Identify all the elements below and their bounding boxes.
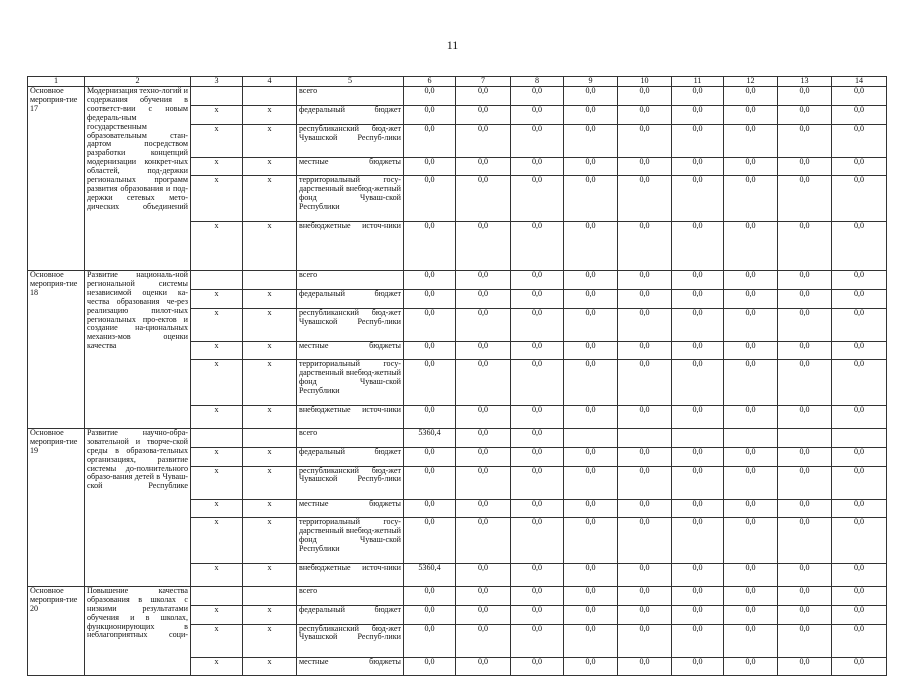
value-cell: 0,0 [778, 624, 832, 657]
value-cell: 0,0 [456, 563, 511, 586]
value-cell: 0,0 [724, 124, 778, 157]
funding-source: республиканский бюд-жет Чувашской Респуб-лики [297, 466, 404, 499]
value-cell: 0,0 [778, 586, 832, 605]
col3-cell: х [191, 518, 243, 564]
value-cell: 0,0 [832, 124, 887, 157]
value-cell: 0,0 [618, 124, 672, 157]
value-cell: 0,0 [778, 157, 832, 176]
value-cell: 0,0 [672, 360, 724, 406]
value-cell: 0,0 [724, 624, 778, 657]
value-cell: 0,0 [832, 289, 887, 308]
activity-description: Модернизация техно-логий и содержания обучения в соответст-вии с новым федераль-ным государственным образовательным стан-дартом посредством разработки концепций модернизации конкрет-ных областей, под-держки региональных программ развития образования и под-держки сетевых мето-дических объединений [85, 87, 191, 271]
col4-cell: х [243, 157, 297, 176]
col4-cell: х [243, 563, 297, 586]
value-cell: 0,0 [724, 466, 778, 499]
value-cell: 0,0 [832, 105, 887, 124]
activity-description: Развитие националь-ной региональной системы независимой оценки ка-чества образования че-рез реализацию пилот-ных региональных про-ектов и создание на-циональных механиз-мов оценки качества [85, 270, 191, 428]
value-cell: 0,0 [456, 405, 511, 428]
value-cell: 0,0 [511, 428, 564, 447]
value-cell: 0,0 [511, 87, 564, 106]
value-cell: 0,0 [778, 341, 832, 360]
col4-cell: х [243, 360, 297, 406]
value-cell: 0,0 [564, 341, 618, 360]
value-cell: 0,0 [618, 447, 672, 466]
col3-cell: х [191, 605, 243, 624]
value-cell: 0,0 [618, 605, 672, 624]
column-header: 6 [404, 77, 456, 87]
value-cell: 0,0 [456, 466, 511, 499]
value-cell: 0,0 [832, 157, 887, 176]
value-cell: 0,0 [404, 221, 456, 270]
value-cell: 0,0 [564, 270, 618, 289]
value-cell: 0,0 [511, 124, 564, 157]
value-cell: 0,0 [404, 308, 456, 341]
value-cell: 0,0 [456, 428, 511, 447]
value-cell: 0,0 [672, 499, 724, 518]
value-cell: 0,0 [672, 270, 724, 289]
col3-cell [191, 586, 243, 605]
column-header: 7 [456, 77, 511, 87]
value-cell [724, 428, 778, 447]
value-cell: 0,0 [456, 586, 511, 605]
column-header: 14 [832, 77, 887, 87]
col4-cell: х [243, 341, 297, 360]
value-cell: 0,0 [672, 405, 724, 428]
value-cell: 0,0 [778, 176, 832, 222]
funding-table [27, 76, 887, 676]
value-cell: 0,0 [724, 270, 778, 289]
value-cell: 0,0 [511, 341, 564, 360]
value-cell: 0,0 [672, 586, 724, 605]
funding-source: внебюджетные источ-ники [297, 221, 404, 270]
value-cell: 0,0 [404, 586, 456, 605]
value-cell: 0,0 [404, 289, 456, 308]
value-cell: 0,0 [404, 105, 456, 124]
value-cell: 0,0 [456, 176, 511, 222]
value-cell [564, 428, 618, 447]
value-cell: 0,0 [511, 563, 564, 586]
value-cell: 0,0 [456, 624, 511, 657]
col3-cell: х [191, 341, 243, 360]
column-header: 13 [778, 77, 832, 87]
col3-cell [191, 428, 243, 447]
value-cell: 0,0 [778, 563, 832, 586]
value-cell [672, 428, 724, 447]
value-cell: 0,0 [564, 176, 618, 222]
value-cell: 0,0 [404, 605, 456, 624]
col3-cell: х [191, 360, 243, 406]
value-cell: 0,0 [618, 87, 672, 106]
value-cell: 0,0 [564, 447, 618, 466]
column-header: 2 [85, 77, 191, 87]
col3-cell: х [191, 499, 243, 518]
value-cell: 0,0 [511, 518, 564, 564]
value-cell: 0,0 [618, 518, 672, 564]
col3-cell: х [191, 157, 243, 176]
value-cell: 0,0 [724, 518, 778, 564]
value-cell: 0,0 [672, 657, 724, 676]
value-cell: 0,0 [778, 270, 832, 289]
value-cell: 0,0 [618, 499, 672, 518]
column-header: 11 [672, 77, 724, 87]
value-cell: 0,0 [618, 657, 672, 676]
value-cell: 0,0 [618, 360, 672, 406]
value-cell: 0,0 [778, 466, 832, 499]
value-cell: 0,0 [511, 447, 564, 466]
col3-cell: х [191, 624, 243, 657]
value-cell: 0,0 [564, 308, 618, 341]
value-cell: 0,0 [672, 176, 724, 222]
value-cell: 0,0 [832, 308, 887, 341]
value-cell: 0,0 [832, 518, 887, 564]
value-cell: 0,0 [511, 605, 564, 624]
col3-cell [191, 87, 243, 106]
value-cell: 0,0 [404, 624, 456, 657]
value-cell: 0,0 [832, 447, 887, 466]
value-cell: 0,0 [618, 563, 672, 586]
funding-source: всего [297, 586, 404, 605]
value-cell: 0,0 [618, 157, 672, 176]
header-row [28, 77, 887, 87]
value-cell: 0,0 [618, 405, 672, 428]
value-cell: 5360,4 [404, 563, 456, 586]
col4-cell: х [243, 447, 297, 466]
table-row [28, 586, 887, 605]
col4-cell: х [243, 105, 297, 124]
col3-cell: х [191, 221, 243, 270]
col3-cell [191, 270, 243, 289]
value-cell: 0,0 [456, 87, 511, 106]
value-cell: 0,0 [778, 447, 832, 466]
value-cell: 0,0 [832, 87, 887, 106]
value-cell: 0,0 [618, 466, 672, 499]
value-cell: 0,0 [511, 221, 564, 270]
value-cell: 0,0 [564, 360, 618, 406]
value-cell: 0,0 [832, 466, 887, 499]
value-cell: 0,0 [672, 157, 724, 176]
value-cell: 0,0 [404, 124, 456, 157]
value-cell: 0,0 [564, 157, 618, 176]
value-cell: 0,0 [404, 176, 456, 222]
value-cell: 0,0 [564, 586, 618, 605]
value-cell: 0,0 [832, 605, 887, 624]
value-cell: 0,0 [618, 176, 672, 222]
value-cell: 0,0 [456, 124, 511, 157]
activity-description: Развитие научно-обра-зовательной и творче-ской среды в образова-тельных организациях, развитие системы до-полнительного образо-вания детей в Чуваш-ской Республике [85, 428, 191, 586]
value-cell: 0,0 [564, 657, 618, 676]
funding-source: территориальный госу-дарственный внебюд-жетный фонд Чуваш-ской Республики [297, 176, 404, 222]
page-number: 11 [446, 38, 459, 52]
value-cell: 0,0 [511, 499, 564, 518]
funding-source: внебюджетные источ-ники [297, 563, 404, 586]
col3-cell: х [191, 447, 243, 466]
value-cell: 0,0 [456, 499, 511, 518]
value-cell: 0,0 [511, 308, 564, 341]
value-cell: 0,0 [564, 221, 618, 270]
value-cell: 0,0 [672, 624, 724, 657]
value-cell: 0,0 [511, 176, 564, 222]
value-cell: 0,0 [618, 586, 672, 605]
col3-cell: х [191, 563, 243, 586]
value-cell: 0,0 [456, 270, 511, 289]
value-cell: 0,0 [724, 605, 778, 624]
value-cell: 0,0 [672, 605, 724, 624]
col4-cell: х [243, 221, 297, 270]
value-cell: 0,0 [511, 586, 564, 605]
value-cell: 0,0 [456, 447, 511, 466]
col4-cell: х [243, 657, 297, 676]
value-cell: 0,0 [511, 624, 564, 657]
value-cell: 0,0 [404, 87, 456, 106]
column-header: 9 [564, 77, 618, 87]
value-cell: 0,0 [456, 360, 511, 406]
value-cell: 0,0 [564, 624, 618, 657]
value-cell: 0,0 [778, 105, 832, 124]
value-cell: 0,0 [618, 221, 672, 270]
value-cell: 0,0 [404, 341, 456, 360]
value-cell: 0,0 [724, 499, 778, 518]
value-cell: 0,0 [672, 308, 724, 341]
value-cell: 0,0 [564, 563, 618, 586]
value-cell: 0,0 [832, 221, 887, 270]
value-cell: 0,0 [724, 221, 778, 270]
value-cell: 0,0 [511, 289, 564, 308]
value-cell: 0,0 [832, 624, 887, 657]
col3-cell: х [191, 105, 243, 124]
value-cell: 0,0 [456, 605, 511, 624]
value-cell: 0,0 [724, 447, 778, 466]
activity-description: Повышение качества образования в школах с низкими результатами обучения и в школах, функционирующих в неблагоприятных соци- [85, 586, 191, 675]
column-header: 3 [191, 77, 243, 87]
funding-source: всего [297, 270, 404, 289]
value-cell: 0,0 [511, 466, 564, 499]
col4-cell: х [243, 289, 297, 308]
value-cell: 5360,4 [404, 428, 456, 447]
col4-cell: х [243, 124, 297, 157]
funding-source: внебюджетные источ-ники [297, 405, 404, 428]
value-cell: 0,0 [618, 624, 672, 657]
column-header: 5 [297, 77, 404, 87]
value-cell: 0,0 [618, 105, 672, 124]
col4-cell: х [243, 518, 297, 564]
value-cell: 0,0 [672, 221, 724, 270]
value-cell: 0,0 [778, 221, 832, 270]
value-cell: 0,0 [672, 124, 724, 157]
value-cell: 0,0 [618, 270, 672, 289]
value-cell: 0,0 [724, 360, 778, 406]
value-cell [778, 428, 832, 447]
value-cell: 0,0 [724, 289, 778, 308]
value-cell: 0,0 [511, 157, 564, 176]
value-cell: 0,0 [564, 605, 618, 624]
col4-cell: х [243, 466, 297, 499]
value-cell: 0,0 [832, 270, 887, 289]
value-cell: 0,0 [404, 157, 456, 176]
value-cell: 0,0 [404, 360, 456, 406]
value-cell: 0,0 [724, 308, 778, 341]
funding-source: местные бюджеты [297, 499, 404, 518]
value-cell: 0,0 [564, 405, 618, 428]
funding-source: республиканский бюд-жет Чувашской Респуб-лики [297, 624, 404, 657]
funding-source: всего [297, 428, 404, 447]
table-row [28, 428, 887, 447]
value-cell: 0,0 [832, 176, 887, 222]
funding-source: федеральный бюджет [297, 105, 404, 124]
funding-source: федеральный бюджет [297, 605, 404, 624]
value-cell: 0,0 [778, 124, 832, 157]
value-cell: 0,0 [778, 289, 832, 308]
value-cell: 0,0 [778, 605, 832, 624]
value-cell: 0,0 [778, 499, 832, 518]
col4-cell: х [243, 308, 297, 341]
value-cell: 0,0 [832, 405, 887, 428]
value-cell: 0,0 [832, 499, 887, 518]
funding-source: федеральный бюджет [297, 447, 404, 466]
value-cell: 0,0 [672, 466, 724, 499]
funding-source: местные бюджеты [297, 341, 404, 360]
column-header: 1 [28, 77, 85, 87]
value-cell: 0,0 [456, 308, 511, 341]
funding-source: местные бюджеты [297, 657, 404, 676]
value-cell: 0,0 [672, 341, 724, 360]
value-cell: 0,0 [724, 176, 778, 222]
col4-cell: х [243, 176, 297, 222]
value-cell: 0,0 [618, 308, 672, 341]
value-cell: 0,0 [832, 586, 887, 605]
value-cell: 0,0 [456, 157, 511, 176]
value-cell: 0,0 [724, 87, 778, 106]
activity-name: Основное мероприя-тие 17 [28, 87, 85, 271]
value-cell: 0,0 [832, 657, 887, 676]
value-cell: 0,0 [404, 657, 456, 676]
value-cell: 0,0 [724, 586, 778, 605]
value-cell: 0,0 [456, 221, 511, 270]
column-header: 8 [511, 77, 564, 87]
value-cell: 0,0 [456, 657, 511, 676]
value-cell: 0,0 [456, 289, 511, 308]
col3-cell: х [191, 466, 243, 499]
col3-cell: х [191, 289, 243, 308]
col4-cell: х [243, 499, 297, 518]
value-cell [618, 428, 672, 447]
col4-cell [243, 586, 297, 605]
value-cell: 0,0 [456, 518, 511, 564]
col4-cell [243, 270, 297, 289]
value-cell [832, 428, 887, 447]
value-cell: 0,0 [672, 87, 724, 106]
value-cell: 0,0 [564, 124, 618, 157]
funding-source: территориальный госу-дарственный внебюд-жетный фонд Чуваш-ской Республики [297, 518, 404, 564]
col4-cell [243, 87, 297, 106]
column-header: 4 [243, 77, 297, 87]
value-cell: 0,0 [404, 447, 456, 466]
col4-cell: х [243, 624, 297, 657]
funding-source: республиканский бюд-жет Чувашской Респуб-лики [297, 124, 404, 157]
value-cell: 0,0 [511, 657, 564, 676]
col3-cell: х [191, 124, 243, 157]
value-cell: 0,0 [511, 405, 564, 428]
column-header: 12 [724, 77, 778, 87]
value-cell: 0,0 [564, 87, 618, 106]
table-row [28, 87, 887, 106]
col3-cell: х [191, 657, 243, 676]
funding-source: федеральный бюджет [297, 289, 404, 308]
value-cell: 0,0 [778, 405, 832, 428]
value-cell: 0,0 [724, 157, 778, 176]
value-cell: 0,0 [672, 563, 724, 586]
value-cell: 0,0 [832, 360, 887, 406]
value-cell: 0,0 [724, 657, 778, 676]
column-header: 10 [618, 77, 672, 87]
value-cell: 0,0 [404, 499, 456, 518]
value-cell: 0,0 [778, 308, 832, 341]
value-cell: 0,0 [456, 341, 511, 360]
value-cell: 0,0 [724, 105, 778, 124]
funding-source: всего [297, 87, 404, 106]
value-cell: 0,0 [778, 87, 832, 106]
value-cell: 0,0 [404, 518, 456, 564]
value-cell: 0,0 [672, 105, 724, 124]
value-cell: 0,0 [404, 405, 456, 428]
activity-name: Основное мероприя-тие 18 [28, 270, 85, 428]
value-cell: 0,0 [618, 289, 672, 308]
value-cell: 0,0 [511, 105, 564, 124]
col3-cell: х [191, 308, 243, 341]
value-cell: 0,0 [778, 518, 832, 564]
value-cell: 0,0 [672, 518, 724, 564]
funding-source: местные бюджеты [297, 157, 404, 176]
table-row [28, 270, 887, 289]
value-cell: 0,0 [672, 289, 724, 308]
funding-source: республиканский бюд-жет Чувашской Респуб-лики [297, 308, 404, 341]
value-cell: 0,0 [778, 657, 832, 676]
activity-name: Основное мероприя-тие 19 [28, 428, 85, 586]
value-cell: 0,0 [724, 563, 778, 586]
value-cell: 0,0 [511, 360, 564, 406]
value-cell: 0,0 [564, 499, 618, 518]
value-cell: 0,0 [672, 447, 724, 466]
value-cell: 0,0 [456, 105, 511, 124]
col4-cell: х [243, 405, 297, 428]
value-cell: 0,0 [724, 341, 778, 360]
value-cell: 0,0 [564, 289, 618, 308]
value-cell: 0,0 [618, 341, 672, 360]
value-cell: 0,0 [832, 341, 887, 360]
col3-cell: х [191, 405, 243, 428]
col4-cell [243, 428, 297, 447]
value-cell: 0,0 [564, 105, 618, 124]
value-cell: 0,0 [564, 518, 618, 564]
value-cell: 0,0 [564, 466, 618, 499]
funding-source: территориальный госу-дарственный внебюд-жетный фонд Чуваш-ской Республики [297, 360, 404, 406]
value-cell: 0,0 [404, 270, 456, 289]
activity-name: Основное мероприя-тие 20 [28, 586, 85, 675]
col4-cell: х [243, 605, 297, 624]
value-cell: 0,0 [778, 360, 832, 406]
value-cell: 0,0 [404, 466, 456, 499]
value-cell: 0,0 [724, 405, 778, 428]
value-cell: 0,0 [832, 563, 887, 586]
value-cell: 0,0 [511, 270, 564, 289]
col3-cell: х [191, 176, 243, 222]
